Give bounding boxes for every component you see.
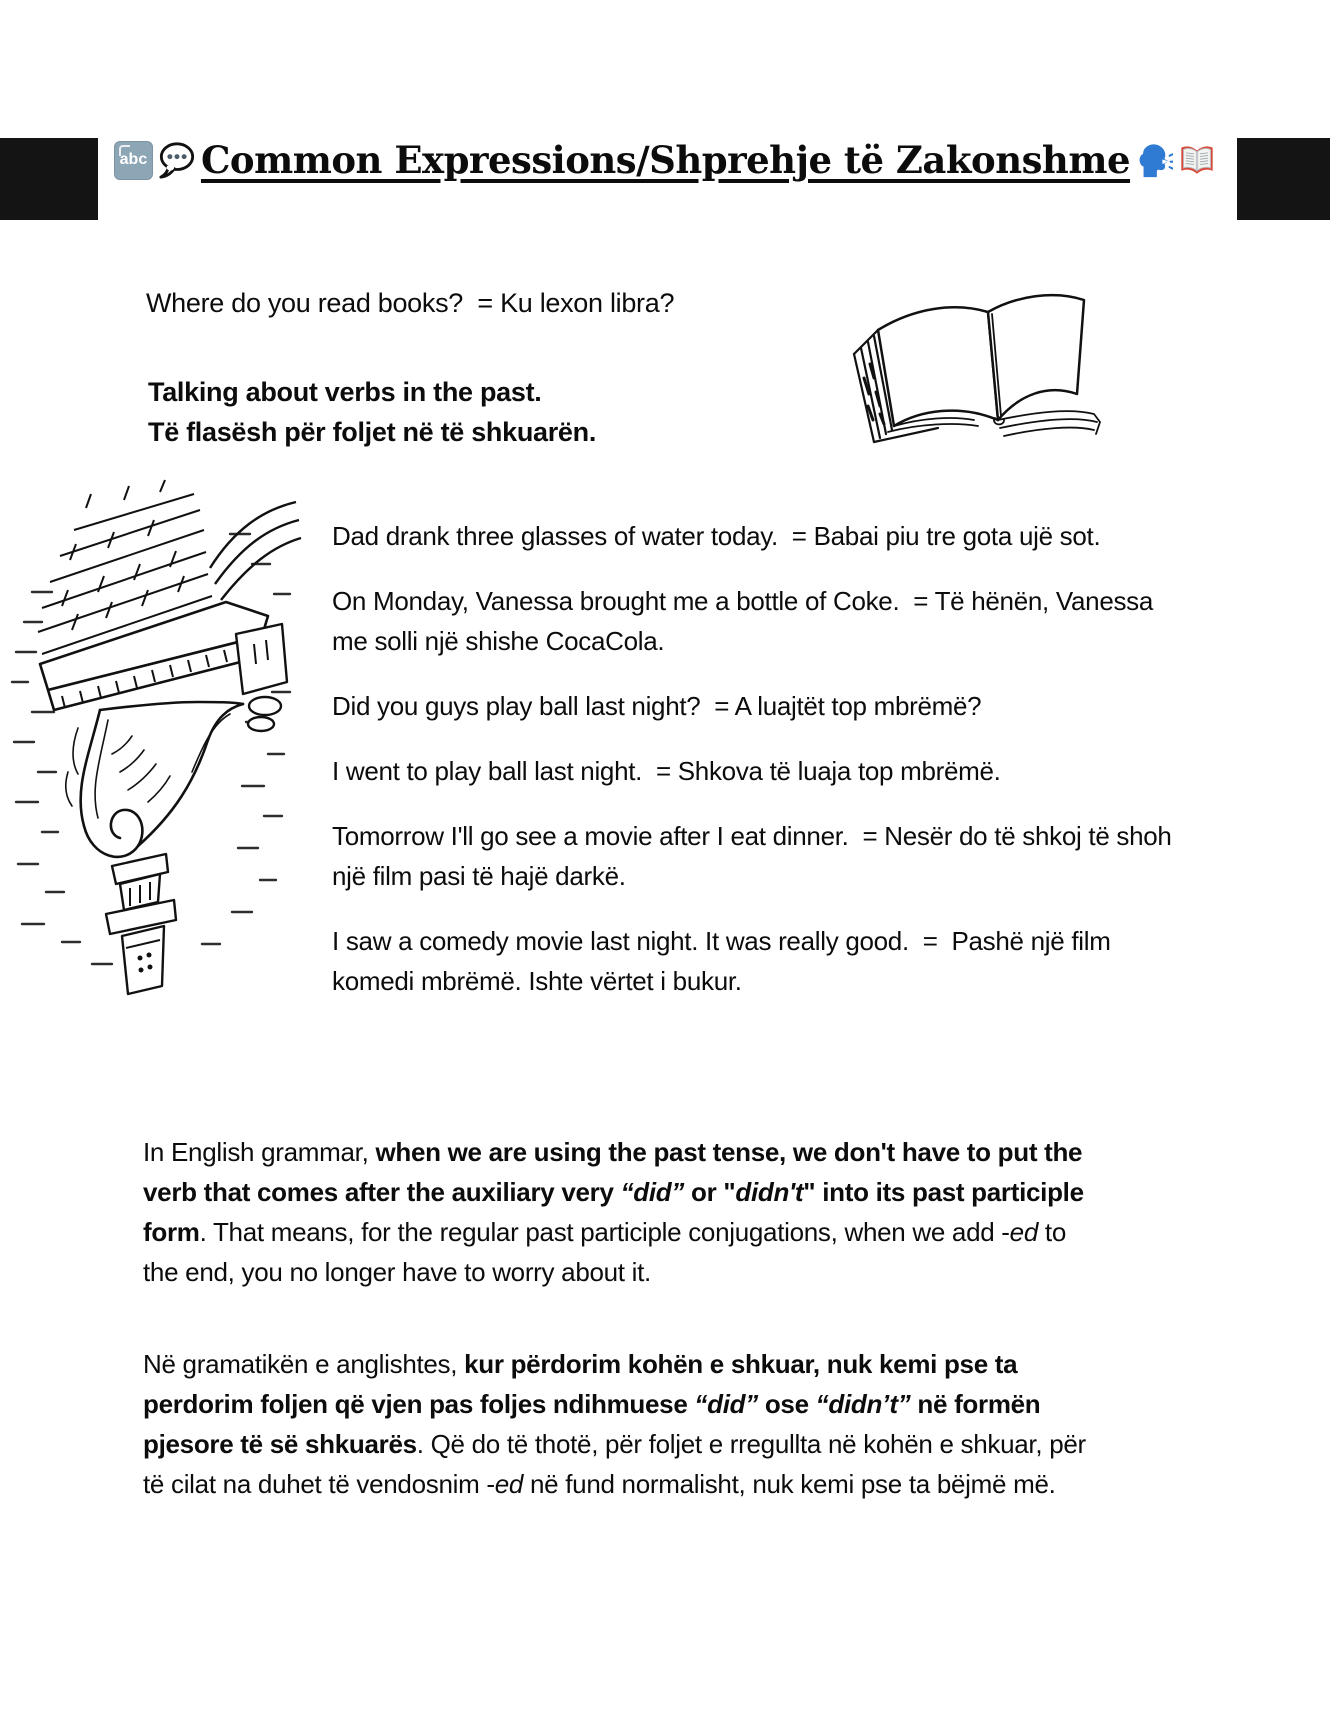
text-segment: Në gramatikën e anglishtes, xyxy=(143,1349,465,1379)
text-segment: . Që do të thotë, për foljet e rregullta në kohën e shkuar, për të cilat na duhet të vendosnim - xyxy=(143,1429,1093,1499)
text-segment: ed xyxy=(494,1469,524,1499)
example-sentence: I saw a comedy movie last night. It was really good. = Pashë një film komedi mbrëmë. Ishte vërtet i bukur. xyxy=(332,926,1118,996)
text-segment: ed xyxy=(1009,1217,1038,1247)
grammar-note-english xyxy=(143,1132,1091,1292)
topic-heading-en: Talking about verbs in the past. xyxy=(148,377,542,407)
example-sentence: On Monday, Vanessa brought me a bottle of Coke. = Të hënën, Vanessa me solli një shishe CocaCola. xyxy=(332,586,1160,656)
text-segment: didn't xyxy=(735,1177,804,1207)
text-segment: në fund normalisht, nuk kemi pse ta bëjmë më. xyxy=(523,1469,1056,1499)
grammar-note-albanian xyxy=(143,1344,1091,1504)
title-row xyxy=(0,138,1330,182)
speaking-head-icon xyxy=(1135,141,1173,179)
open-book-emoji-icon xyxy=(1178,141,1216,179)
text-segment: “did” xyxy=(694,1389,758,1419)
topic-heading-sq: Të flasësh për foljet në të shkuarën. xyxy=(148,417,597,447)
text-segment: " into its past participle form xyxy=(143,1177,1091,1247)
text-segment: or " xyxy=(684,1177,736,1207)
example-sentence: Did you guys play ball last night? = A luajtët top mbrëmë? xyxy=(332,691,982,721)
open-book-illustration xyxy=(818,272,1103,447)
text-segment: In English grammar, xyxy=(143,1137,376,1167)
text-segment: “didn’t” xyxy=(815,1389,911,1419)
text-segment: . That means, for the regular past participle conjugations, when we add - xyxy=(199,1217,1010,1247)
example-sentence: I went to play ball last night. = Shkova të luaja top mbrëmë. xyxy=(332,756,1001,786)
text-segment: when we are using the past tense, we don't have to put the verb that comes after the auxiliary very xyxy=(143,1137,1090,1207)
page-title: Common Expressions/Shprehje të Zakonshme xyxy=(200,138,1131,182)
corbel-illustration xyxy=(2,472,302,997)
topic-heading xyxy=(148,372,596,452)
example-sentence: Dad drank three glasses of water today. = Babai piu tre gota ujë sot. xyxy=(332,521,1101,551)
text-segment: kur përdorim kohën e shkuar, nuk kemi pse ta perdorim foljen që vjen pas foljes ndihmuese xyxy=(143,1349,1025,1419)
text-segment: ose xyxy=(757,1389,816,1419)
abc-input-icon: abc xyxy=(114,141,153,180)
intro-question: Where do you read books? = Ku lexon libra? xyxy=(146,288,675,318)
text-segment: “did” xyxy=(620,1177,685,1207)
text-segment: në formën pjesore të së shkuarës xyxy=(143,1389,1048,1459)
text-segment: to the end, you no longer have to worry about it. xyxy=(143,1217,1073,1287)
example-sentence: Tomorrow I'll go see a movie after I eat dinner. = Nesër do të shkoj të shoh një film pasi të hajë darkë. xyxy=(332,821,1179,891)
examples-list xyxy=(332,516,1180,1026)
speech-balloon-icon xyxy=(158,141,196,179)
